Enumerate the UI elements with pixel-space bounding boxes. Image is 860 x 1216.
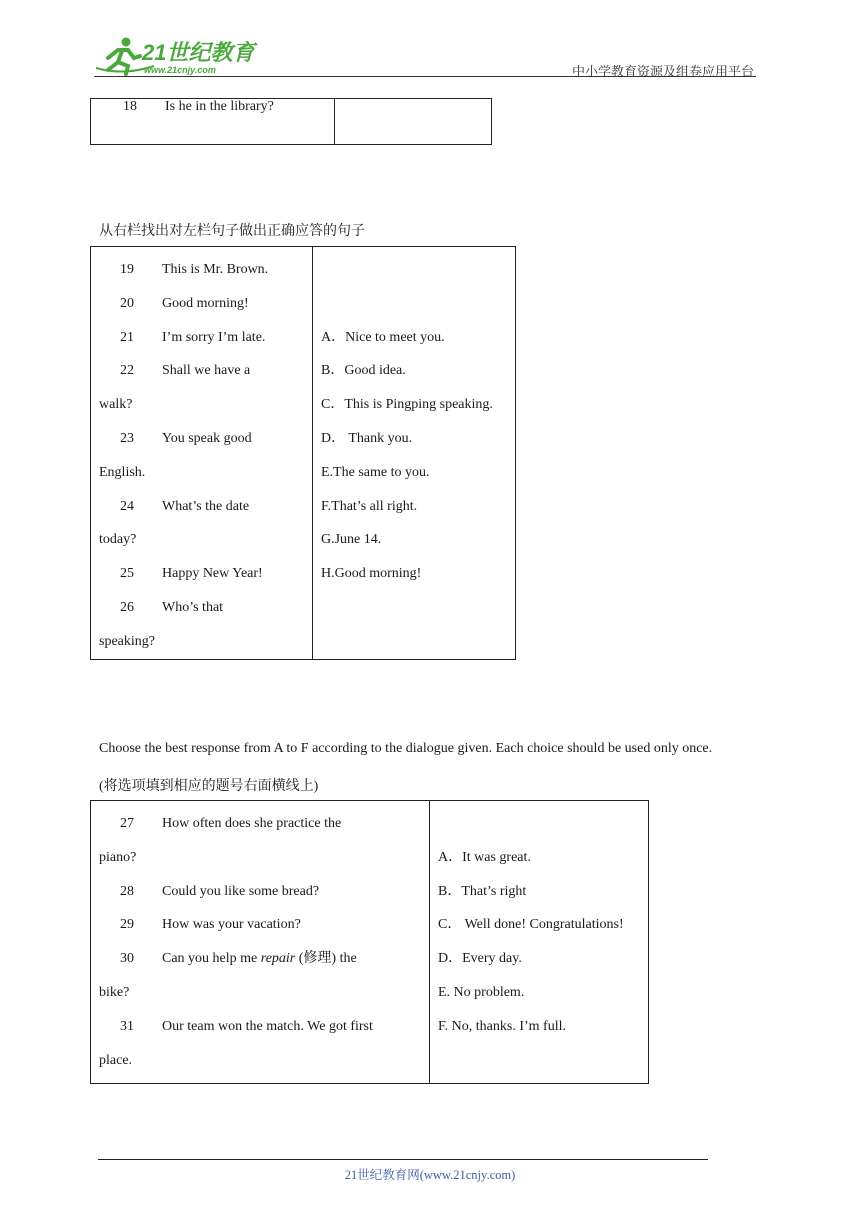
answer-option: B．Good idea. [321, 363, 406, 379]
question-number: 20 [120, 295, 134, 311]
answer-blank[interactable] [99, 253, 155, 287]
question-item [99, 321, 304, 355]
answer-option: D．Every day. [438, 951, 522, 967]
right-column [313, 247, 516, 660]
answer-option: E. No problem. [438, 984, 525, 1000]
question-text: This is Mr. Brown. [162, 262, 269, 277]
question-text: Shall we have a [162, 363, 251, 379]
answer-option: F. No, thanks. I’m full. [438, 1018, 566, 1034]
question-text-continued: place. [99, 1052, 133, 1068]
section3-instruction-cn: (将选项填到相应的题号右面横线上) [99, 779, 319, 794]
question-text: Can you help me [162, 951, 261, 967]
answer-blank[interactable] [99, 354, 155, 388]
answer-blank[interactable] [99, 422, 155, 456]
answer-blank[interactable] [99, 942, 155, 976]
question-text: (修理) the [295, 951, 357, 967]
question-text-continued: walk? [99, 397, 133, 413]
footer-text: 21世纪教育网(www.21cnjy.com) [344, 1168, 516, 1182]
answer-cell [335, 99, 492, 145]
section3-instruction: Choose the best response from A to F according to the dialogue given. Each choice should be used only once. [99, 741, 713, 756]
answer-option: A．Nice to meet you. [321, 329, 445, 345]
answer-blank[interactable] [99, 557, 155, 591]
question-number: 19 [120, 262, 134, 277]
question-item [99, 807, 421, 841]
question-item [99, 422, 304, 456]
question-text: Happy New Year! [162, 566, 263, 582]
question-text: I’m sorry I’m late. [162, 329, 266, 345]
question-text: Who’s that [162, 599, 224, 615]
question-text-continued: today? [99, 532, 137, 548]
answer-blank[interactable] [99, 807, 155, 841]
answer-blank[interactable] [99, 875, 155, 909]
question-item [99, 591, 304, 625]
answer-blank[interactable]: 18 [123, 99, 137, 114]
answer-blank[interactable] [99, 908, 155, 942]
question-number: 31 [120, 1018, 134, 1034]
question-number: 28 [120, 883, 134, 899]
question-item [99, 490, 304, 524]
logo-text: 21世纪教育 [142, 40, 255, 65]
question-text: Is he in the library? [165, 99, 274, 114]
question-number: 22 [120, 363, 134, 379]
question-cell [91, 99, 335, 145]
section2-instruction: 从右栏找出对左栏句子做出正确应答的句子 [99, 224, 365, 239]
question-text-continued: bike? [99, 984, 130, 1000]
question-text-italic: repair [260, 951, 296, 967]
question-text: You speak good [162, 430, 252, 446]
logo-url: www.21cnjy.com [144, 65, 216, 75]
answer-option: E.The same to you. [321, 464, 430, 480]
left-column [91, 247, 313, 660]
question-number: 26 [120, 599, 134, 615]
answer-blank[interactable] [99, 1010, 155, 1044]
question-item [99, 908, 421, 942]
question-item [99, 557, 304, 591]
question-number: 24 [120, 498, 134, 514]
site-logo [94, 36, 264, 76]
question-item [99, 1010, 421, 1044]
question-text: What’s the date [162, 498, 250, 514]
matching-table-2 [90, 246, 516, 660]
answer-option: A．It was great. [438, 849, 531, 865]
question-text: How was your vacation? [162, 917, 301, 933]
answer-option: C． Well done! Congratulations! [438, 917, 624, 933]
matching-table-3 [90, 800, 649, 1084]
left-column [91, 801, 430, 1084]
question-text: Could you like some bread? [162, 883, 320, 899]
footer-divider [98, 1159, 708, 1160]
answer-blank[interactable] [99, 490, 155, 524]
question-item [99, 354, 304, 388]
header-divider [94, 76, 756, 77]
question-item [99, 253, 304, 287]
answer-option: C．This is Pingping speaking. [321, 397, 493, 413]
question-text: Our team won the match. We got first [162, 1018, 373, 1034]
question-number: 23 [120, 430, 134, 446]
answer-option: G.June 14. [321, 532, 382, 548]
answer-blank[interactable] [99, 591, 155, 625]
question-text-continued: piano? [99, 849, 137, 865]
question-text-continued: speaking? [99, 633, 155, 649]
question-number: 21 [120, 329, 134, 345]
question-number: 27 [120, 816, 134, 831]
question-item [99, 942, 421, 976]
question-table-1 [90, 98, 492, 145]
question-text-continued: English. [99, 464, 146, 480]
runner-logo-icon [94, 36, 264, 76]
question-text: Good morning! [162, 295, 249, 311]
question-text: How often does she practice the [162, 816, 342, 831]
question-number: 29 [120, 917, 134, 933]
question-number: 30 [120, 951, 134, 967]
answer-blank[interactable] [99, 287, 155, 321]
answer-blank[interactable] [99, 321, 155, 355]
right-column [430, 801, 649, 1084]
question-number: 25 [120, 566, 134, 582]
answer-option: H.Good morning! [321, 566, 422, 582]
platform-title: 中小学教育资源及组卷应用平台 [571, 64, 754, 79]
answer-option: F.That’s all right. [321, 498, 418, 514]
question-item [99, 287, 304, 321]
answer-option: D． Thank you. [321, 430, 413, 446]
answer-option: B．That’s right [438, 883, 527, 899]
question-item [99, 875, 421, 909]
